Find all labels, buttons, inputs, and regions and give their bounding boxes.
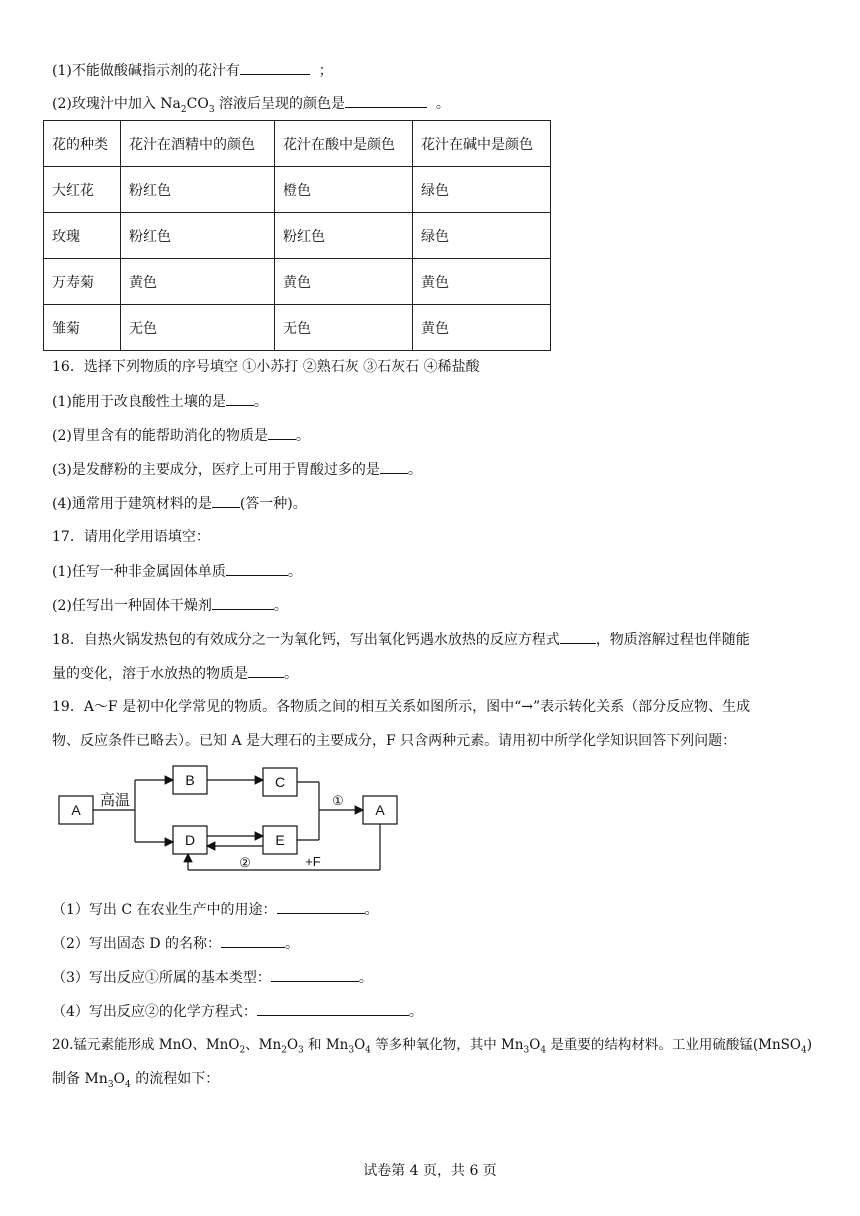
answer-blank[interactable] bbox=[221, 933, 285, 948]
answer-blank[interactable] bbox=[226, 391, 254, 406]
q19-line2: 物、反应条件已略去）。已知 A 是大理石的主要成分，F 只含两种元素。请用初中所学化学知识回答下列问题： bbox=[52, 733, 737, 749]
label-e: E bbox=[275, 832, 285, 848]
reaction-2-marker: ② bbox=[239, 855, 251, 870]
q16-sub2: (2)胃里含有的能帮助消化的物质是 。 bbox=[52, 425, 310, 446]
table-cell: 黄色 bbox=[121, 259, 275, 305]
table-cell: 无色 bbox=[121, 305, 275, 351]
q15-sub1: (1)不能做酸碱指示剂的花汁有 ； bbox=[52, 60, 333, 81]
table-row bbox=[44, 167, 551, 213]
label-d: D bbox=[184, 832, 196, 848]
label-c: C bbox=[274, 774, 286, 790]
q19-sub2: （2）写出固态 D 的名称： 。 bbox=[52, 933, 299, 954]
answer-blank[interactable] bbox=[248, 663, 284, 678]
q17-sub2: (2)任写出一种固体干燥剂 。 bbox=[52, 595, 288, 616]
label-b: B bbox=[185, 772, 195, 788]
table-row bbox=[44, 259, 551, 305]
answer-blank[interactable] bbox=[271, 967, 359, 982]
q20-line2: 制备 $Mn_3O_4$ 的流程如下： bbox=[52, 1071, 220, 1090]
q18-line2: 量的变化，溶于水放热的物质是 。 bbox=[52, 663, 298, 684]
q19-sub3: （3）写出反应①所属的基本类型： 。 bbox=[52, 967, 373, 988]
table-cell: 黄色 bbox=[413, 259, 551, 305]
answer-blank[interactable] bbox=[560, 629, 596, 644]
table-cell: 雏菊 bbox=[44, 305, 121, 351]
table-cell: 大红花 bbox=[44, 167, 121, 213]
table-cell: 玫瑰 bbox=[44, 213, 121, 259]
table-cell: 粉红色 bbox=[121, 167, 275, 213]
page-footer: 试卷第 4 页，共 6 页 bbox=[363, 1163, 497, 1179]
table-cell: 万寿菊 bbox=[44, 259, 121, 305]
table-header: 花汁在酸中是颜色 bbox=[275, 121, 413, 167]
q18-line1: 18．自热火锅发热包的有效成分之一为氧化钙，写出氧化钙遇水放热的反应方程式 ，物质溶解过程也伴随能 bbox=[52, 629, 750, 650]
table-cell: 无色 bbox=[275, 305, 413, 351]
table-row bbox=[44, 213, 551, 259]
table-cell: 粉红色 bbox=[275, 213, 413, 259]
label-a-left: A bbox=[71, 802, 81, 818]
table-header: 花汁在碱中是颜色 bbox=[413, 121, 551, 167]
q17-stem: 17．请用化学用语填空： bbox=[52, 529, 210, 545]
table-header-row bbox=[44, 121, 551, 167]
q16-sub3: (3)是发酵粉的主要成分，医疗上可用于胃酸过多的是 。 bbox=[52, 459, 422, 480]
flower-color-table bbox=[43, 120, 551, 351]
label-a-right: A bbox=[375, 802, 385, 818]
reaction-diagram bbox=[55, 758, 405, 878]
table-cell: 橙色 bbox=[275, 167, 413, 213]
answer-blank[interactable] bbox=[257, 1001, 409, 1016]
answer-blank[interactable] bbox=[380, 459, 408, 474]
answer-blank[interactable] bbox=[226, 561, 288, 576]
answer-blank[interactable] bbox=[240, 60, 310, 75]
table-cell: 粉红色 bbox=[121, 213, 275, 259]
q19-sub1: （1）写出 C 在农业生产中的用途： 。 bbox=[52, 899, 379, 920]
answer-blank[interactable] bbox=[277, 899, 365, 914]
q16-sub1: (1)能用于改良酸性土壤的是 。 bbox=[52, 391, 268, 412]
answer-blank[interactable] bbox=[268, 425, 296, 440]
table-cell: 绿色 bbox=[413, 167, 551, 213]
answer-blank[interactable] bbox=[345, 93, 427, 108]
table-cell: 黄色 bbox=[413, 305, 551, 351]
table-cell: 黄色 bbox=[275, 259, 413, 305]
table-row bbox=[44, 305, 551, 351]
q17-sub1: (1)任写一种非金属固体单质 。 bbox=[52, 561, 302, 582]
q15-sub2: (2)玫瑰汁中加入 $Na_2CO_3$ 溶液后呈现的颜色是 。 bbox=[52, 93, 450, 120]
reagent-f: +F bbox=[305, 854, 321, 869]
q20-line1: 20.锰元素能形成 MnO、MnO$_2$、$Mn_2O_3$ 和 $Mn_3O_4$ 等多种氧化物，其中 $Mn_3O_4$ 是重要的结构材料。工业用硫酸锰(MnSO$_4$) bbox=[52, 1037, 812, 1056]
reaction-1-marker: ① bbox=[332, 793, 344, 808]
table-cell: 绿色 bbox=[413, 213, 551, 259]
answer-blank[interactable] bbox=[212, 595, 274, 610]
condition-high-temp: 高温 bbox=[99, 791, 131, 809]
table-header: 花汁在酒精中的颜色 bbox=[121, 121, 275, 167]
table-header: 花的种类 bbox=[44, 121, 121, 167]
q16-stem: 16．选择下列物质的序号填空 ①小苏打 ②熟石灰 ③石灰石 ④稀盐酸 bbox=[52, 359, 480, 375]
q19-line1: 19．A～F 是初中化学常见的物质。各物质之间的相互关系如图所示，图中“→”表示转化关系（部分反应物、生成 bbox=[52, 699, 751, 715]
q19-sub4: （4）写出反应②的化学方程式： 。 bbox=[52, 1001, 423, 1022]
answer-blank[interactable] bbox=[212, 493, 240, 508]
q16-sub4: (4)通常用于建筑材料的是 (答一种)。 bbox=[52, 493, 307, 514]
